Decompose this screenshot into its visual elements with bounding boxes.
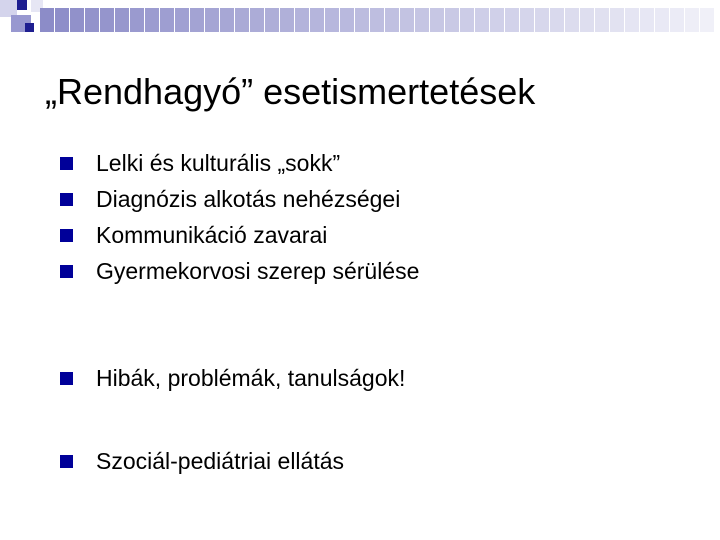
list-item [60,253,680,289]
list-item [60,145,680,181]
gradient-cell [280,8,295,32]
gradient-cell [655,8,670,32]
gradient-cell [55,8,70,32]
list-item-text: Lelki és kulturális „sokk” [96,149,341,176]
decor-square-dark [17,0,27,10]
gradient-cell [460,8,475,32]
gradient-cell [265,8,280,32]
list-item-text: Gyermekorvosi szerep sérülése [96,257,420,284]
list-item [60,360,680,396]
gradient-cell [520,8,535,32]
list-item [60,217,680,253]
gradient-cell [325,8,340,32]
bullet-list-main [60,145,680,289]
gradient-cell [250,8,265,32]
header-gradient-bar [40,8,720,32]
bullet-list-care [60,443,680,479]
gradient-cell [610,8,625,32]
gradient-cell [640,8,655,32]
gradient-cell [370,8,385,32]
gradient-cell [670,8,685,32]
gradient-cell [85,8,100,32]
list-item-text: Hibák, problémák, tanulságok! [96,364,406,391]
gradient-cell [415,8,430,32]
gradient-cell [445,8,460,32]
gradient-cell [190,8,205,32]
list-item [60,443,680,479]
gradient-cell [580,8,595,32]
gradient-cell [220,8,235,32]
list-item-text: Szociál-pediátriai ellátás [96,447,345,474]
slide-title: „Rendhagyó” esetismertetések [45,71,536,112]
gradient-cell [175,8,190,32]
gradient-cell [400,8,415,32]
gradient-cell [145,8,160,32]
gradient-cell [130,8,145,32]
list-item-text: Kommunikáció zavarai [96,221,328,248]
corner-decoration [0,0,720,40]
gradient-cell [505,8,520,32]
gradient-cell [700,8,715,32]
gradient-cell [235,8,250,32]
gradient-cell [40,8,55,32]
gradient-cell [295,8,310,32]
bullet-square-icon [60,455,73,468]
decor-square-dark-small [25,23,34,32]
gradient-cell [535,8,550,32]
gradient-cell [475,8,490,32]
bullet-square-icon [60,372,73,385]
gradient-cell [70,8,85,32]
bullet-square-icon [60,193,73,206]
gradient-cell [430,8,445,32]
gradient-cell [685,8,700,32]
list-item-text: Diagnózis alkotás nehézségei [96,185,401,212]
gradient-cell [385,8,400,32]
gradient-cell [625,8,640,32]
gradient-cell [565,8,580,32]
gradient-cell [340,8,355,32]
gradient-cell [205,8,220,32]
bullet-square-icon [60,265,73,278]
bullet-square-icon [60,157,73,170]
gradient-cell [490,8,505,32]
gradient-cell [595,8,610,32]
list-item [60,181,680,217]
gradient-cell [310,8,325,32]
gradient-cell [160,8,175,32]
gradient-cell [355,8,370,32]
gradient-cell [100,8,115,32]
bullet-list-lessons [60,360,680,396]
gradient-cell [115,8,130,32]
bullet-square-icon [60,229,73,242]
gradient-cell [550,8,565,32]
